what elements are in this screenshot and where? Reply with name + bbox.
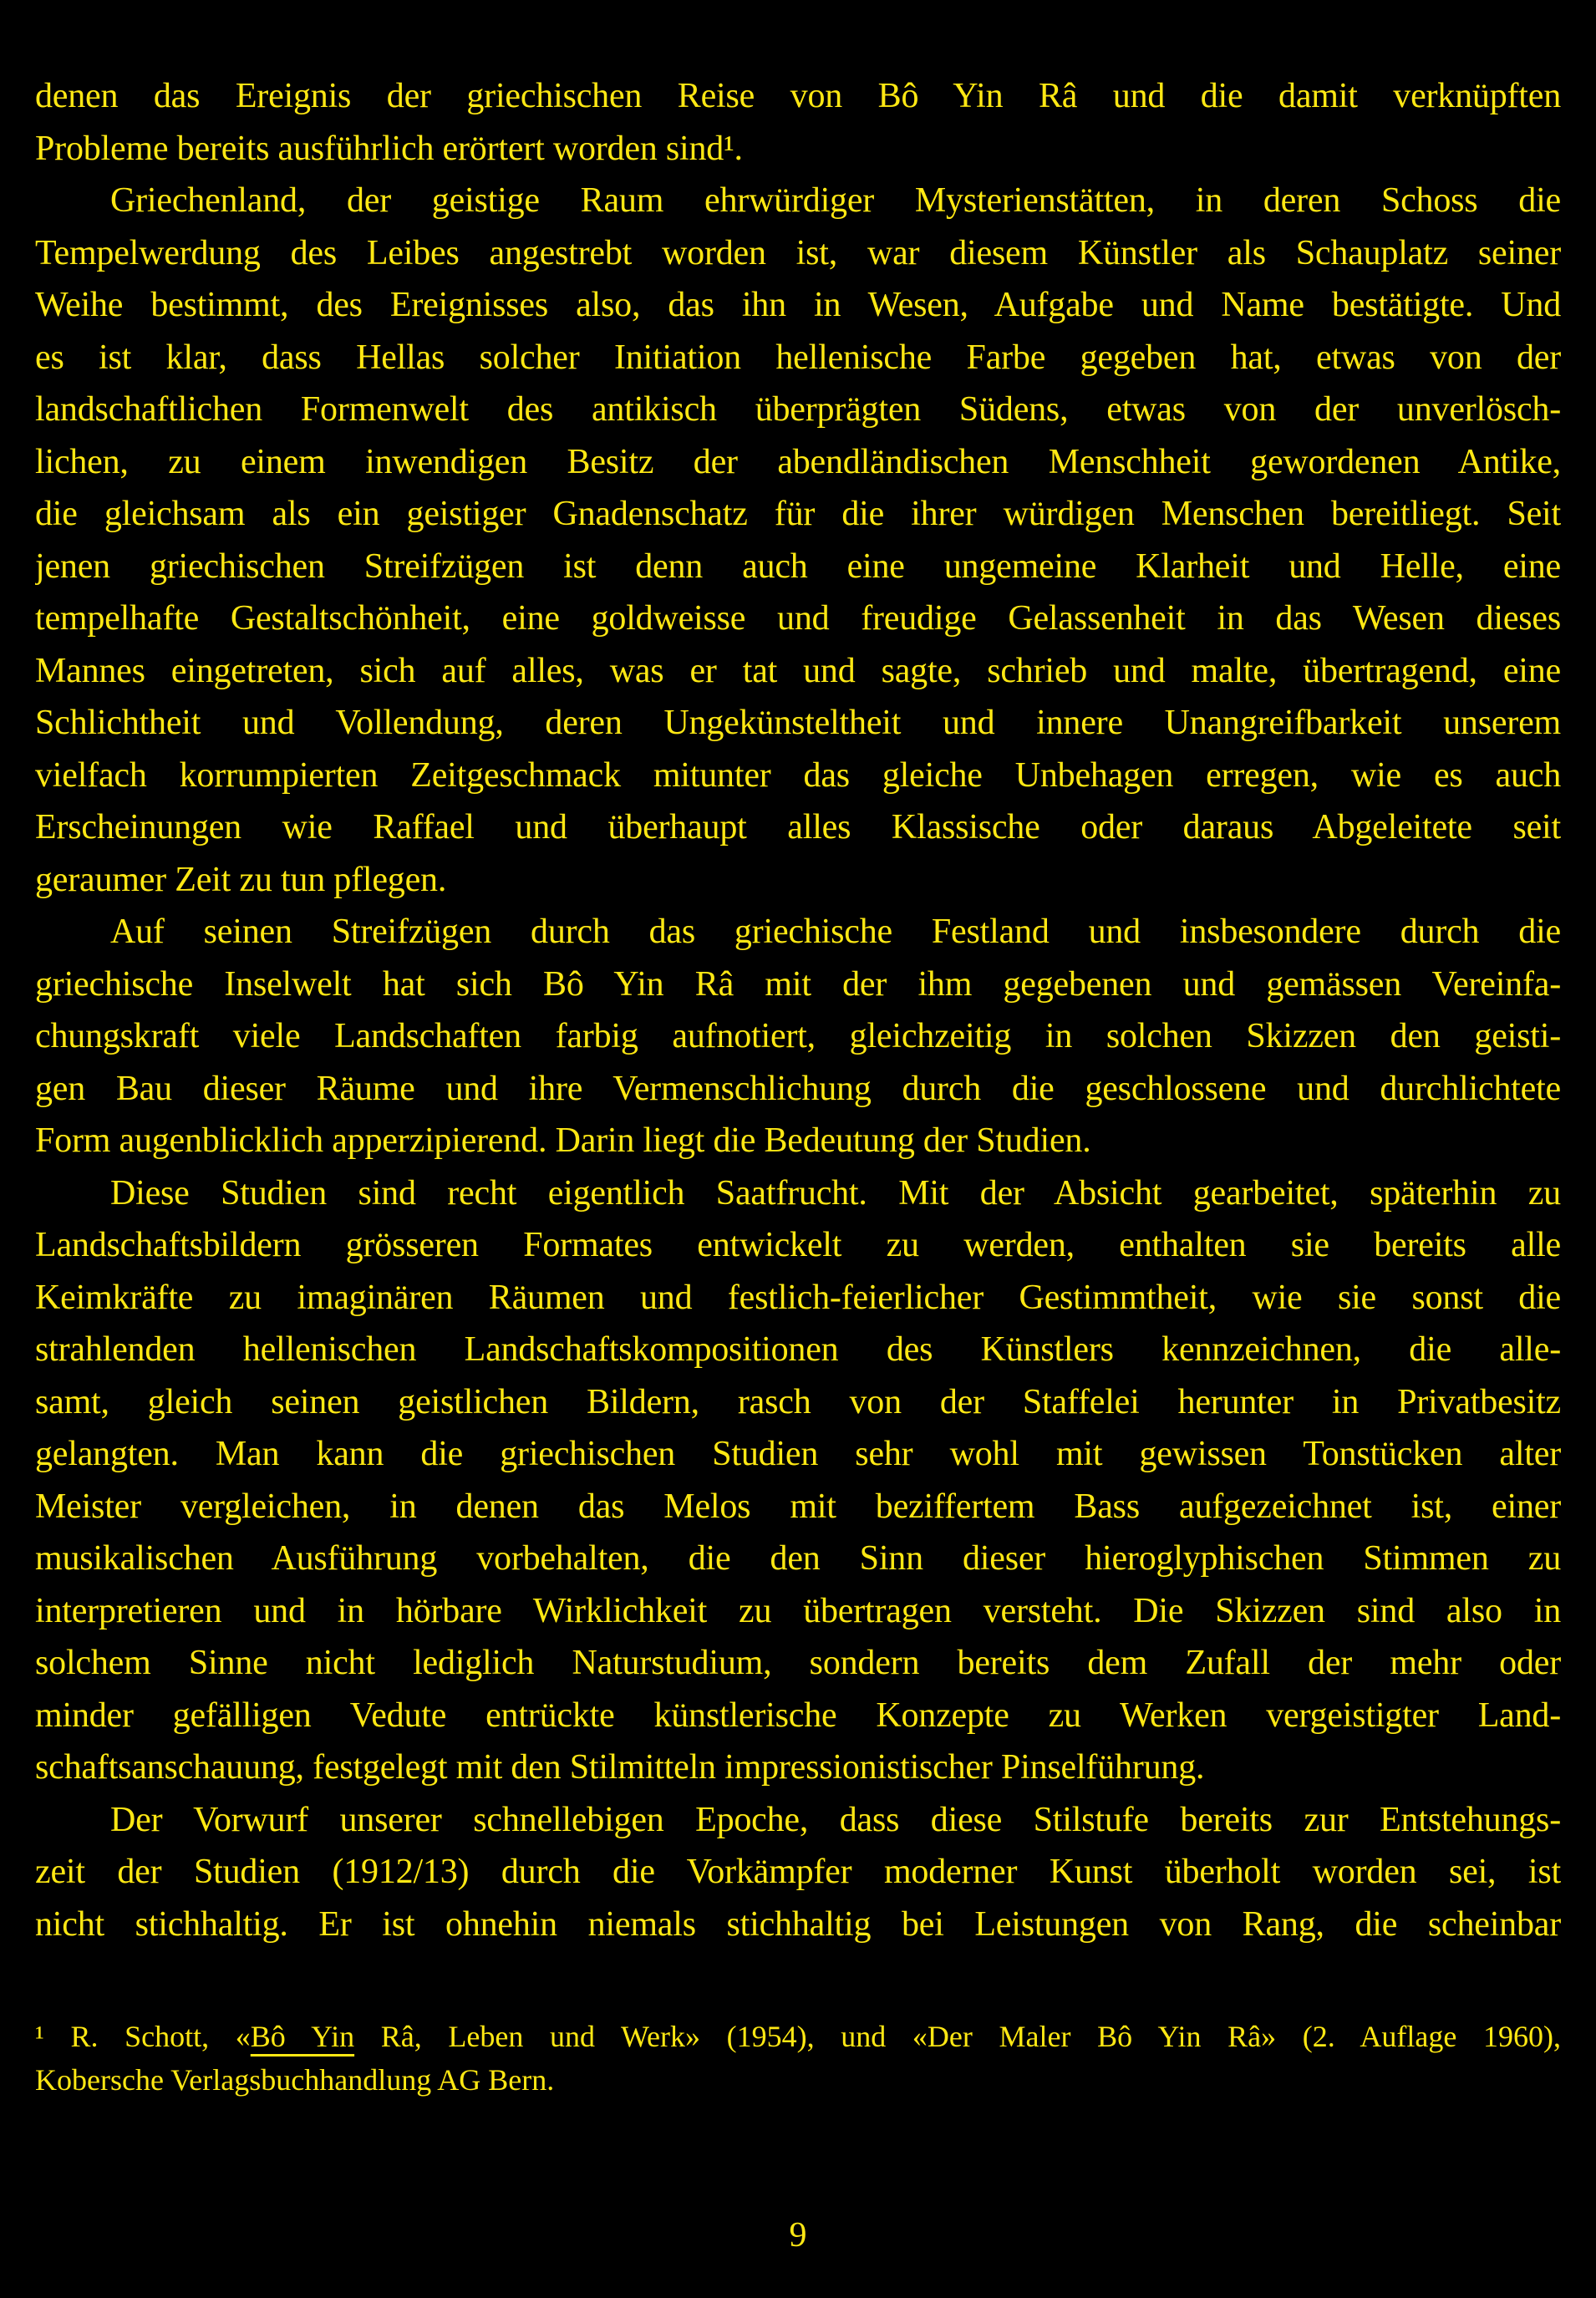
text-line: Diese Studien sind recht eigentlich Saatfrucht. Mit der Absicht gearbeitet, späterhin zu [110, 1173, 1561, 1213]
text-line: Mannes eingetreten, sich auf alles, was er tat und sagte, schrieb und malte, übertragend, eine [35, 651, 1561, 690]
footnote-line-1 [35, 2015, 1561, 2058]
text-line: zeit der Studien (1912/13) durch die Vorkämpfer moderner Kunst überholt worden sei, ist [35, 1853, 1561, 1891]
text-line: es ist klar, dass Hellas solcher Initiation hellenische Farbe gegeben hat, etwas von der [35, 338, 1561, 377]
text-line: schaftsanschauung, festgelegt mit den Stilmitteln impressionistischer Pinselführung. [35, 1748, 1205, 1787]
footnote [35, 2015, 1561, 2102]
text-line: samt, gleich seinen geistlichen Bildern, rasch von der Staffelei herunter in Privatbesitz [35, 1382, 1561, 1421]
text-line: landschaftlichen Formenwelt des antikisch überprägten Südens, etwas von der unverlösch- [35, 390, 1561, 429]
text-line: Auf seinen Streifzügen durch das griechische Festland und insbesondere durch die [110, 913, 1561, 951]
text-line: interpretieren und in hörbare Wirklichkeit zu übertragen versteht. Die Skizzen sind also in [35, 1591, 1561, 1630]
text-line: geraumer Zeit zu tun pflegen. [35, 860, 447, 899]
page-number: 9 [789, 2216, 807, 2255]
text-line: strahlenden hellenischen Landschaftskompositionen des Künstlers kennzeichnen, die alle- [35, 1330, 1561, 1369]
text-line: lichen, zu einem inwendigen Besitz der abendländischen Menschheit gewordenen Antike, [35, 442, 1561, 481]
text-line: Keimkräfte zu imaginären Räumen und festlich-feierlicher Gestimmtheit, wie sie sonst die [35, 1278, 1561, 1317]
text-line: tempelhafte Gestaltschönheit, eine goldweisse und freudige Gelassenheit in das Wesen dieses [35, 599, 1561, 638]
text-line: nicht stichhaltig. Er ist ohnehin niemals stichhaltig bei Leistungen von Rang, die scheinbar [35, 1904, 1561, 1944]
text-line: gen Bau dieser Räume und ihre Vermenschlichung durch die geschlossene und durchlichtete [35, 1069, 1561, 1108]
text-line: Form augenblicklich apperzipierend. Darin liegt die Bedeutung der Studien. [35, 1121, 1091, 1160]
text-line: denen das Ereignis der griechischen Reise von Bô Yin Râ und die damit verknüpften [35, 77, 1561, 115]
text-line: jenen griechischen Streifzügen ist denn auch eine ungemeine Klarheit und Helle, eine [35, 547, 1561, 586]
text-line: Landschaftsbildern grösseren Formates entwickelt zu werden, enthalten sie bereits alle [35, 1226, 1561, 1264]
text-line: Der Vorwurf unserer schnellebigen Epoche, dass diese Stilstufe bereits zur Entstehungs- [110, 1800, 1561, 1839]
footnote-marker-and-citation-start: ¹ R. Schott, « [35, 2020, 251, 2053]
text-line: musikalischen Ausführung vorbehalten, die den Sinn dieser hieroglyphischen Stimmen zu [35, 1539, 1561, 1578]
text-line: Griechenland, der geistige Raum ehrwürdiger Mysterienstätten, in deren Schoss die [110, 181, 1561, 220]
footnote-underlined-name: Bô Yin [250, 2020, 355, 2053]
text-line: Erscheinungen wie Raffael und überhaupt alles Klassische oder daraus Abgeleitete seit [35, 808, 1561, 846]
text-line: Meister vergleichen, in denen das Melos mit beziffertem Bass aufgezeichnet ist, einer [35, 1487, 1561, 1526]
text-line: die gleichsam als ein geistiger Gnadenschatz für die ihrer würdigen Menschen bereitliegt. Seit [35, 495, 1561, 533]
text-line: gelangten. Man kann die griechischen Studien sehr wohl mit gewissen Tonstücken alter [35, 1435, 1561, 1473]
text-line: vielfach korrumpierten Zeitgeschmack mitunter das gleiche Unbehagen erregen, wie es auch [35, 755, 1561, 795]
text-line: Schlichtheit und Vollendung, deren Ungekünsteltheit und innere Unangreifbarkeit unserem [35, 704, 1561, 742]
text-line: Probleme bereits ausführlich erörtert worden sind¹. [35, 129, 743, 168]
footnote-line-2: Kobersche Verlagsbuchhandlung AG Bern. [35, 2063, 555, 2097]
text-line: griechische Inselwelt hat sich Bô Yin Râ mit der ihm gegebenen und gemässen Vereinfa- [35, 964, 1561, 1004]
text-line: chungskraft viele Landschaften farbig aufnotiert, gleichzeitig in solchen Skizzen den geisti- [35, 1017, 1561, 1055]
footnote-citation-rest: Râ, Leben und Werk» (1954), und «Der Maler Bô Yin Râ» (2. Auflage 1960), [354, 2020, 1561, 2053]
body-text-block [35, 70, 1561, 1950]
text-line: Tempelwerdung des Leibes angestrebt worden ist, war diesem Künstler als Schauplatz seiner [35, 233, 1561, 272]
text-line: Weihe bestimmt, des Ereignisses also, das ihn in Wesen, Aufgabe und Name bestätigte. Und [35, 286, 1561, 324]
text-line: solchem Sinne nicht lediglich Naturstudium, sondern bereits dem Zufall der mehr oder [35, 1644, 1561, 1682]
text-line: minder gefälligen Vedute entrückte künstlerische Konzepte zu Werken vergeistigter Land- [35, 1696, 1561, 1735]
